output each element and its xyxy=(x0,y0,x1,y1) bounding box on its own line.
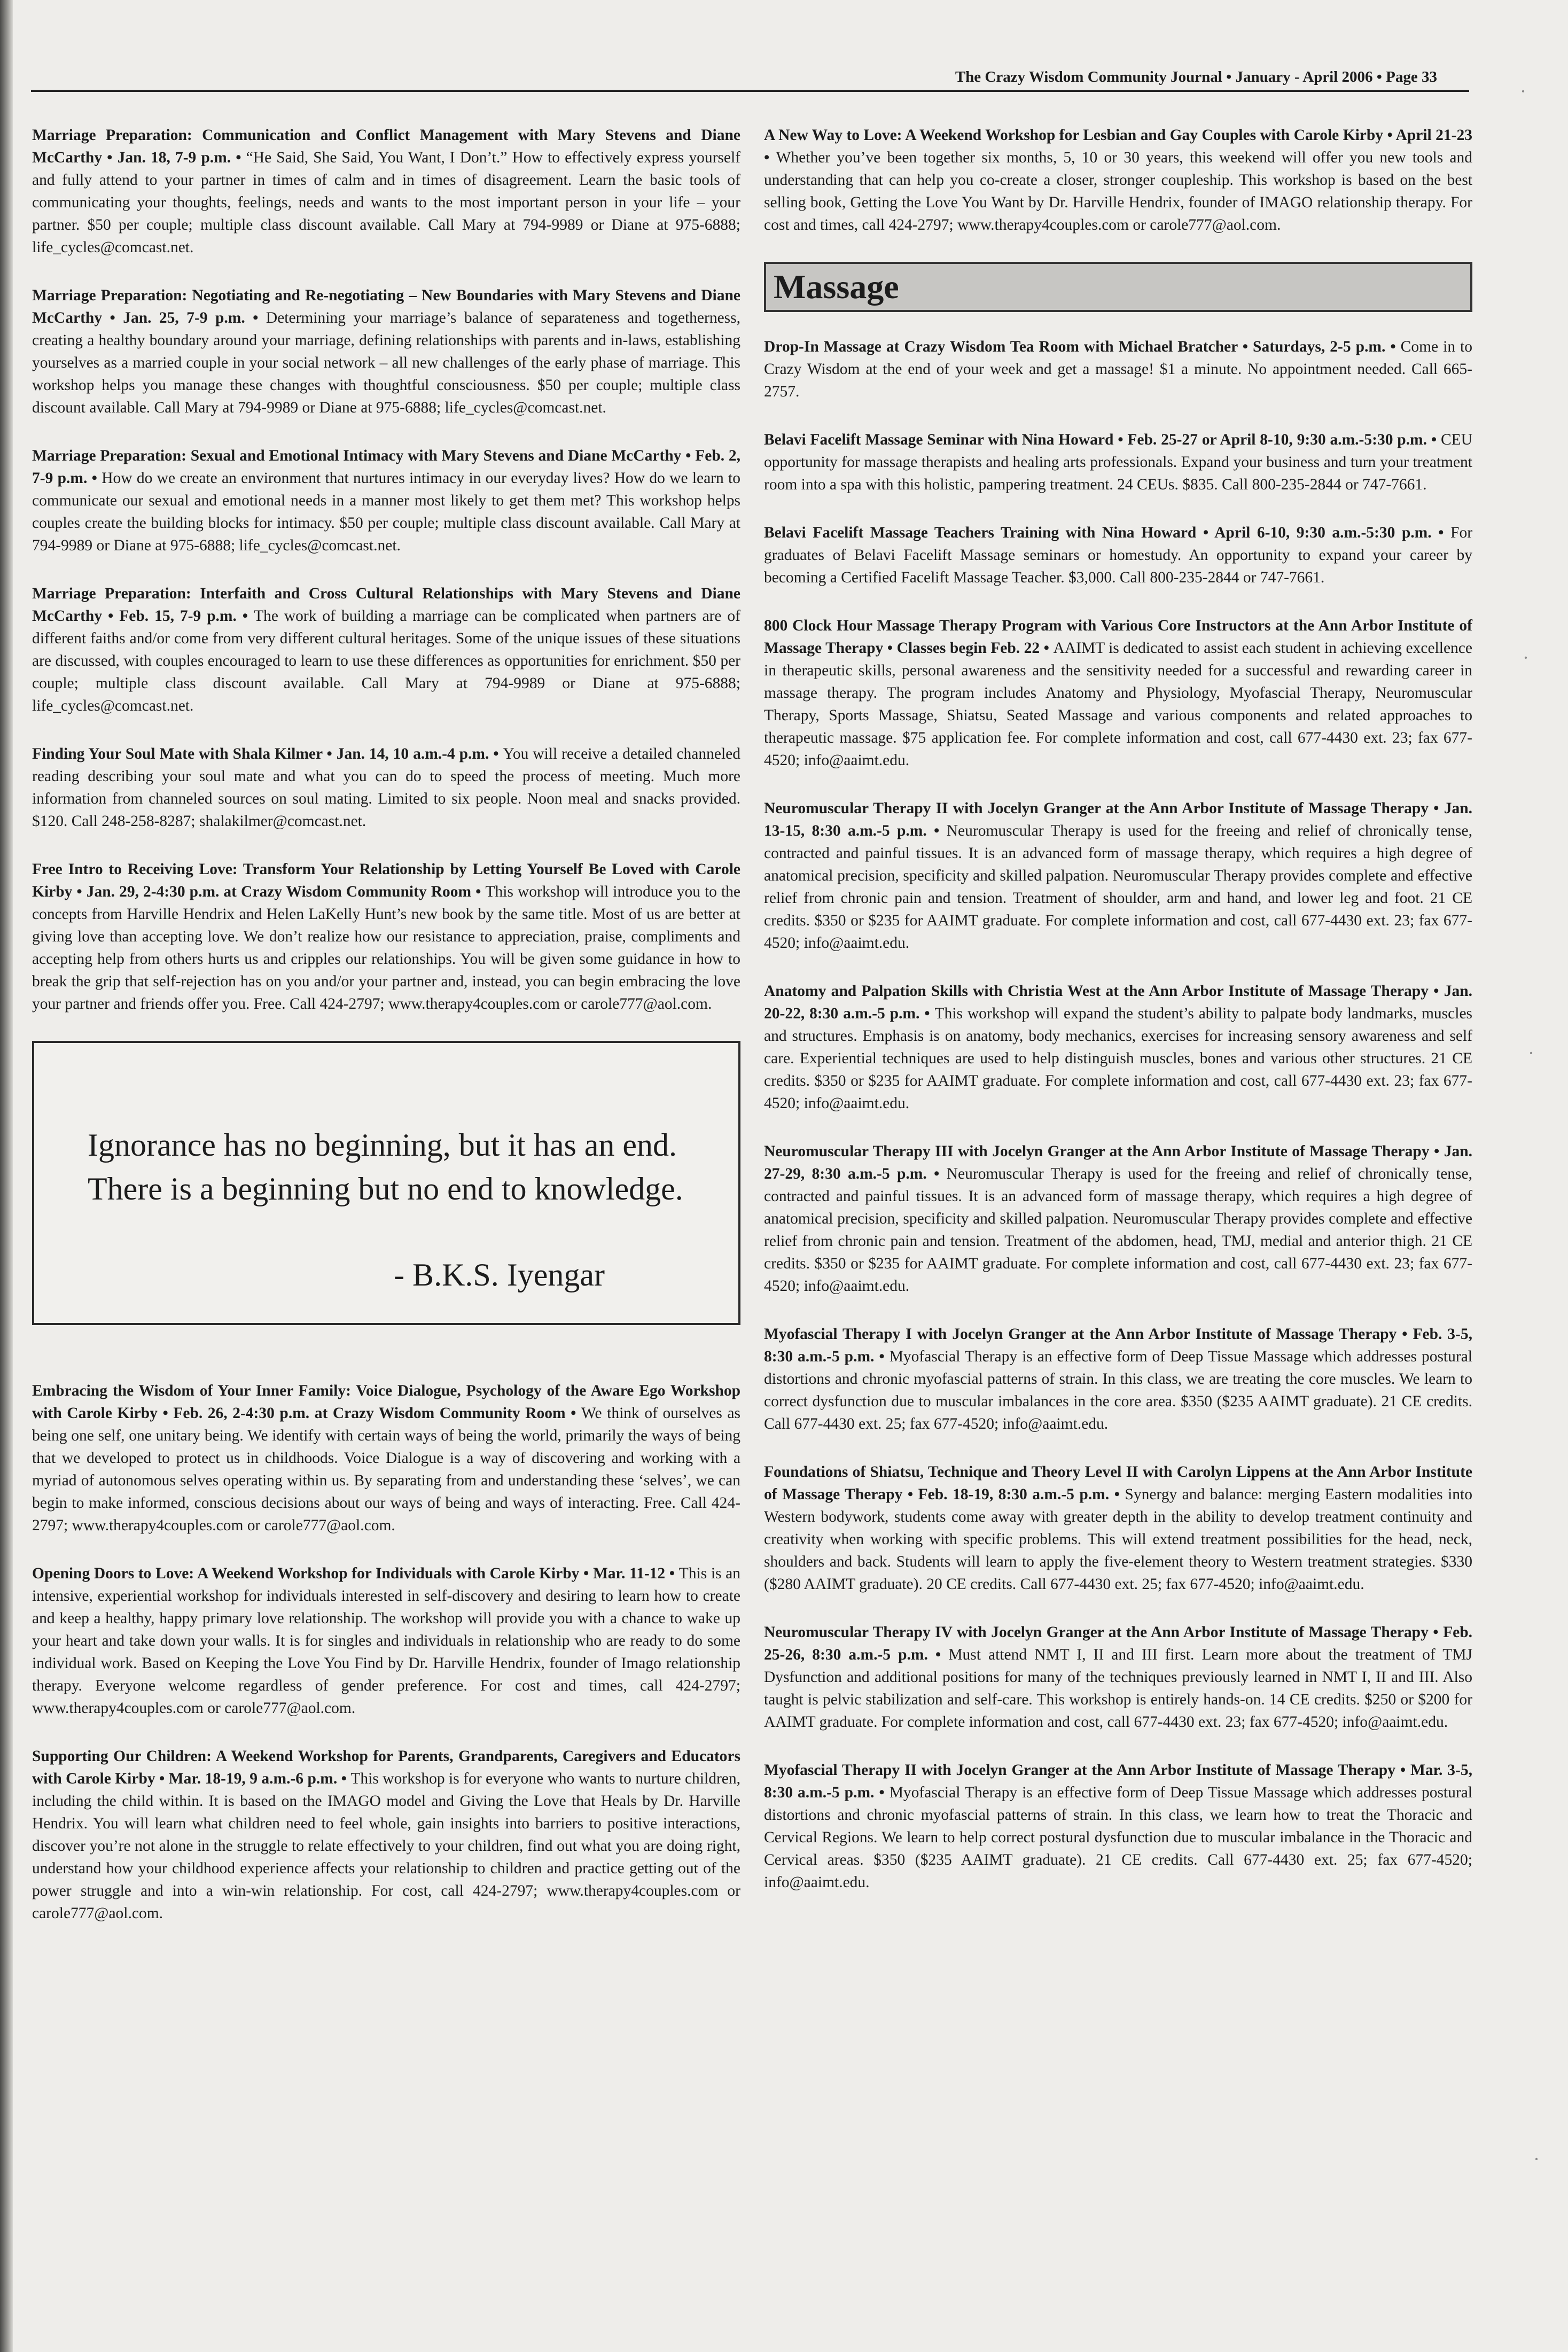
listing-bullet: • xyxy=(231,149,246,166)
left-entries-bottom xyxy=(32,1380,740,1925)
listing-title: Myofascial Therapy II with Jocelyn Granger at the Ann Arbor Institute of Massage Therapy • Mar. 3-5, 8:30 a.m.-5 p.m. xyxy=(764,1762,1472,1801)
listing-entry xyxy=(32,1745,740,1925)
listing-body: This workshop will introduce you to the concepts from Harville Hendrix and Helen LaKelly Hunt’s new book by the same title. Most of us are better at giving love than accepting love. We don’t realize how our resistance to appreciation, praise, compliments and accepting help from others hurts us and cripples our relationships. You will be given some guidance in how to break the grip that self-rejection has on you and/or your partner and, instead, you can begin embracing the love your partner and friends offer you. Free. Call 424-2797; www.therapy4couples.com or carole777@aol.com. xyxy=(32,883,741,1013)
listing-bullet: • xyxy=(926,822,947,839)
listing-title: Foundations of Shiatsu, Technique and Theory Level II with Carolyn Lippens at the Ann Arbor Institute of Massage Therapy • Feb. 18-19, 8:30 a.m.-5 p.m. xyxy=(764,1463,1472,1503)
listing-entry xyxy=(764,124,1472,236)
listing-title: Supporting Our Children: A Weekend Workshop for Parents, Grandparents, Caregivers and Educators with Carole Kirby • Mar. 18-19, 9 a.m.-6 p.m. xyxy=(32,1748,740,1787)
listing-title: Marriage Preparation: Communication and Conflict Management with Mary Stevens and Diane McCarthy • Jan. 18, 7-9 p.m. xyxy=(32,127,740,166)
listing-bullet: • xyxy=(471,883,486,900)
quote-text: Ignorance has no beginning, but it has an end. There is a beginning but no end to knowledge. xyxy=(88,1127,683,1206)
running-header: The Crazy Wisdom Community Journal • January - April 2006 • Page 33 xyxy=(955,68,1437,85)
listing-bullet: • xyxy=(565,1405,581,1422)
listing-body: Come in to Crazy Wisdom at the end of your week and get a massage! $1 a minute. No appointment needed. Call 665-2757. xyxy=(764,338,1473,400)
listing-bullet: • xyxy=(337,1770,351,1787)
listing-bullet: • xyxy=(1040,640,1054,657)
listing-body: This workshop is for everyone who wants to nurture children, including the child within. It is based on the IMAGO model and Giving the Love that Heals by Dr. Harville Hendrix. You will learn what children need to feel whole, gain insights into barriers to positive interactions, discover you’re not alone in the struggle to relate effectively to your children, find out what you are doing right, understand how your childhood experience affects your relationship to children and practice getting out of the power struggle and into a win-win relationship. For cost, call 424-2797; www.therapy4couples.com or carole777@aol.com. xyxy=(32,1770,740,1922)
listing-title: Free Intro to Receiving Love: Transform Your Relationship by Letting Yourself Be Loved with Carole Kirby • Jan. 29, 2-4:30 p.m. at Crazy Wisdom Community Room xyxy=(32,861,740,900)
listing-body: Neuromuscular Therapy is used for the freeing and relief of chronically tense, contracted and painful tissues. It is an advanced form of massage therapy, which requires a high degree of anatomical precision, specificity and skilled palpation. Neuromuscular Therapy provides complete and effective relief from chronic pain and tension. Treatment of the abdomen, head, TMJ, medial and anterior thigh. 21 CE credits. $350 or $235 for AAIMT graduate. For complete information and cost, call 677-4430 ext. 23; fax 677-4520; info@aaimt.edu. xyxy=(764,1165,1472,1295)
listing-body: The work of building a marriage can be complicated when partners are of different faiths and/or come from very different cultural heritages. Some of the unique issues of these situations are discussed, with couples encouraged to learn to use these differences as opportunities for enrichment. $50 per couple; multiple class discount available. Call Mary at 794-9989 or Diane at 975-6888; life_cycles@comcast.net. xyxy=(32,608,741,714)
scan-mark: · xyxy=(1520,81,1526,102)
listing-entry xyxy=(32,284,740,419)
listing-title: Myofascial Therapy I with Jocelyn Granger at the Ann Arbor Institute of Massage Therapy • Feb. 3-5, 8:30 a.m.-5 p.m. xyxy=(764,1326,1472,1365)
listing-body: Determining your marriage’s balance of separateness and togetherness, creating a healthy boundary around your marriage, defining relationships with parents and in-laws, establishing yourselves as a married couple in your social network – all new challenges of the early phase of marriage. This workshop helps you manage these changes with thoughtful consciousness. $50 per couple; multiple class discount available. Call Mary at 794-9989 or Diane at 975-6888; life_cycles@comcast.net. xyxy=(32,309,741,416)
listing-title: Belavi Facelift Massage Seminar with Nina Howard • Feb. 25-27 or April 8-10, 9:30 a.m.-5:30 p.m. xyxy=(764,431,1427,448)
quote-box xyxy=(32,1041,740,1325)
section-title: Massage xyxy=(774,268,899,306)
listing-title: 800 Clock Hour Massage Therapy Program with Various Core Instructors at the Ann Arbor Institute of Massage Therapy • Classes begin Feb. 22 xyxy=(764,617,1472,657)
listing-entry xyxy=(764,1140,1472,1297)
listing-entry xyxy=(764,1621,1472,1733)
listing-bullet: • xyxy=(1431,524,1451,541)
listing-body: Myofascial Therapy is an effective form of Deep Tissue Massage which addresses postural distortions and chronic myofascial patterns of strain. In this class, we learn how to treat the Thoracic and Cervical Regions. We learn to help correct postural dysfunction due to muscular imbalance in the Thoracic and Cervical areas. $350 ($235 AAIMT graduate). 21 CE credits. Call 677-4430 ext. 25; fax 677-4520; info@aaimt.edu. xyxy=(764,1784,1472,1891)
listing-entry xyxy=(764,1461,1472,1595)
listing-body: You will receive a detailed channeled reading describing your soul mate and what you can do to speed the process of meeting. Much more information from channeled sources on soul mating. Limited to six people. Noon meal and snacks provided. $120. Call 248-258-8287; shalakilmer@comcast.net. xyxy=(32,745,741,830)
listing-bullet: • xyxy=(245,309,266,326)
massage-listings xyxy=(764,336,1472,1894)
listing-entry xyxy=(764,521,1472,589)
listing-entry xyxy=(764,1323,1472,1435)
listing-bullet: • xyxy=(1385,338,1401,355)
listing-bullet: • xyxy=(874,1348,890,1365)
listing-entry xyxy=(32,124,740,259)
listing-title: Marriage Preparation: Interfaith and Cross Cultural Relationships with Mary Stevens and Diane McCarthy • Feb. 15, 7-9 p.m. xyxy=(32,585,740,625)
listing-entry xyxy=(764,429,1472,496)
listing-entry xyxy=(32,858,740,1015)
listing-bullet: • xyxy=(919,1005,935,1022)
scan-mark: · xyxy=(1523,647,1529,668)
listing-title: Finding Your Soul Mate with Shala Kilmer • Jan. 14, 10 a.m.-4 p.m. xyxy=(32,745,489,762)
listing-entry xyxy=(764,336,1472,403)
left-entries-top xyxy=(32,124,740,1015)
listing-body: We think of ourselves as being one self, one unitary being. We identify with certain ways of being the world, primarily the ways of being that we developed to protect us in childhoods. Voice Dialogue is a way of discovering and working with a myriad of autonomous selves operating within us. By separating from and understanding these ‘selves’, we can begin to make informed, conscious decisions about our ways of being and ways of interacting. Free. Call 424-2797; www.therapy4couples.com or carole777@aol.com. xyxy=(32,1405,740,1534)
listing-title: Embracing the Wisdom of Your Inner Family: Voice Dialogue, Psychology of the Aware Ego Workshop with Carole Kirby • Feb. 26, 2-4:30 p.m. at Crazy Wisdom Community Room xyxy=(32,1382,740,1422)
right-column xyxy=(764,124,1472,1919)
listing-title: Anatomy and Palpation Skills with Christia West at the Ann Arbor Institute of Massage Therapy • Jan. 20-22, 8:30 a.m.-5 p.m. xyxy=(764,983,1472,1022)
scan-mark: · xyxy=(1528,1042,1534,1064)
listing-body: “He Said, She Said, You Want, I Don’t.” How to effectively express yourself and fully attend to your partner in times of calm and in times of disagreement. Learn the basic tools of communicating your thoughts, feelings, needs and wants to the most important person in your life – your partner. $50 per couple; multiple class discount available. Call Mary at 794-9989 or Diane at 975-6888; life_cycles@comcast.net. xyxy=(32,149,741,256)
scan-mark: · xyxy=(1533,2148,1540,2170)
listing-bullet: • xyxy=(764,149,776,166)
listing-bullet: • xyxy=(927,1646,949,1663)
listing-title: Belavi Facelift Massage Teachers Training with Nina Howard • April 6-10, 9:30 a.m.-5:30 p.m. xyxy=(764,524,1432,541)
listing-title: Neuromuscular Therapy II with Jocelyn Granger at the Ann Arbor Institute of Massage Therapy • Jan. 13-15, 8:30 a.m.-5 p.m. xyxy=(764,800,1472,839)
listing-title: Marriage Preparation: Sexual and Emotional Intimacy with Mary Stevens and Diane McCarthy • Feb. 2, 7-9 p.m. xyxy=(32,447,740,487)
section-heading-box xyxy=(764,262,1472,312)
listing-bullet: • xyxy=(87,470,102,487)
listing-body: For graduates of Belavi Facelift Massage seminars or homestudy. An opportunity to expand your career by becoming a Certified Facelift Massage Teacher. $3,000. Call 800-235-2844 or 747-7661. xyxy=(764,524,1473,586)
listing-entry xyxy=(32,582,740,717)
page-header xyxy=(31,68,1469,92)
listing-title: Neuromuscular Therapy IV with Jocelyn Granger at the Ann Arbor Institute of Massage Therapy • Feb. 25-26, 8:30 a.m.-5 p.m. xyxy=(764,1624,1472,1663)
listing-entry xyxy=(764,797,1472,954)
listing-entry xyxy=(764,980,1472,1115)
listing-body: CEU opportunity for massage therapists and healing arts professionals. Expand your business and turn your treatment room into a spa with this holistic, pampering treatment. 24 CEUs. $835. Call 800-235-2844 or 747-7661. xyxy=(764,431,1472,493)
listing-entry xyxy=(764,614,1472,772)
listing-entry xyxy=(32,1562,740,1719)
listing-entry xyxy=(32,743,740,832)
left-column xyxy=(32,124,740,1950)
listing-body: Synergy and balance: merging Eastern modalities into Western bodywork, students come away with greater depth in the ability to develop treatment continuity and creativity when working with specific problems. This will extend treatment possibilities for the head, neck, shoulders and back. Students will learn to apply the five-element theory to Western treatment strategies. $330 ($280 AAIMT graduate). 20 CE credits. Call 677-4430 ext. 25; fax 677-4520; info@aaimt.edu. xyxy=(764,1486,1472,1593)
binding-edge xyxy=(0,0,13,2352)
listing-bullet: • xyxy=(665,1565,679,1582)
listing-body: Myofascial Therapy is an effective form of Deep Tissue Massage which addresses postural distortions and chronic myofascial patterns of strain. In this class, we are treating the core muscles. We learn to correct dysfunction due to muscular imbalances in the core area. $350 ($235 AAIMT graduate). 21 CE credits. Call 677-4430 ext. 25; fax 677-4520; info@aaimt.edu. xyxy=(764,1348,1472,1432)
listing-body: Neuromuscular Therapy is used for the freeing and relief of chronically tense, contracted and painful tissues. It is an advanced form of massage therapy, which requires a high degree of anatomical precision, specificity and skilled palpation. Neuromuscular Therapy provides complete and effective relief from chronic pain and tension. Treatment of shoulder, arm and hand, and lower leg and foot. 21 CE credits. $350 or $235 for AAIMT graduate. For complete information and cost, call 677-4430 ext. 23; fax 677-4520; info@aaimt.edu. xyxy=(764,822,1472,952)
listing-title: Drop-In Massage at Crazy Wisdom Tea Room with Michael Bratcher • Saturdays, 2-5 p.m. xyxy=(764,338,1386,355)
listing-body: AAIMT is dedicated to assist each student in achieving excellence in therapeutic skills, personal awareness and the sensitivity needed for a successful and rewarding career in massage therapy. The program includes Anatomy and Physiology, Myofascial Therapy, Neuromuscular Therapy, Sports Massage, Shiatsu, Seated Massage and various components and related approaches to therapeutic massage. $75 application fee. For complete information and cost, call 677-4430 ext. 23; fax 677-4520; info@aaimt.edu. xyxy=(764,640,1472,769)
listing-body: Whether you’ve been together six months, 5, 10 or 30 years, this weekend will offer you new tools and understanding that can help you co-create a closer, stronger coupleship. This workshop is based on the best selling book, Getting the Love You Want by Dr. Harville Hendrix, founder of IMAGO relationship therapy. For cost and times, call 424-2797; www.therapy4couples.com or carole777@aol.com. xyxy=(764,149,1472,233)
listing-entry xyxy=(32,1380,740,1537)
listing-body: Must attend NMT I, II and III first. Learn more about the treatment of TMJ Dysfunction and additional positions for many of the techniques previously learned in NMT I, II and III. Also taught is pelvic stabilization and self-care. This workshop is entirely hands-on. 14 CE credits. $250 or $200 for AAIMT graduate. For complete information and cost, call 677-4430 ext. 23; fax 677-4520; info@aaimt.edu. xyxy=(764,1646,1472,1731)
listing-entry xyxy=(764,1759,1472,1894)
listing-body: How do we create an environment that nurtures intimacy in our everyday lives? How do we learn to communicate our sexual and emotional needs in a manner most likely to get them met? This workshop helps couples create the building blocks for intimacy. $50 per couple; multiple class discount available. Call Mary at 794-9989 or Diane at 975-6888; life_cycles@comcast.net. xyxy=(32,470,741,554)
listing-bullet: • xyxy=(874,1784,890,1801)
right-entries-top xyxy=(764,124,1472,236)
listing-bullet: • xyxy=(489,745,503,762)
listing-bullet: • xyxy=(1427,431,1441,448)
quote-author: - B.K.S. Iyengar xyxy=(394,1257,605,1292)
listing-title: Opening Doors to Love: A Weekend Workshop for Individuals with Carole Kirby • Mar. 11-12 xyxy=(32,1565,666,1582)
listing-entry xyxy=(32,445,740,557)
listing-bullet: • xyxy=(926,1165,947,1182)
listing-title: Marriage Preparation: Negotiating and Re-negotiating – New Boundaries with Mary Stevens and Diane McCarthy • Jan. 25, 7-9 p.m. xyxy=(32,287,740,326)
listing-bullet: • xyxy=(236,608,254,625)
listing-title: Neuromuscular Therapy III with Jocelyn Granger at the Ann Arbor Institute of Massage Therapy • Jan. 27-29, 8:30 a.m.-5 p.m. xyxy=(764,1143,1472,1182)
listing-body: This is an intensive, experiential workshop for individuals interested in self-discovery and desiring to learn how to create and keep a healthy, happy primary love relationship. The workshop will provide you with a chance to wake up your heart and take down your walls. It is for singles and individuals in relationship who are ready to do some individual work. Based on Keeping the Love You Find by Dr. Harville Hendrix, founder of Imago relationship therapy. Everyone welcome regardless of gender preference. For cost and times, call 424-2797; www.therapy4couples.com or carole777@aol.com. xyxy=(32,1565,741,1717)
listing-bullet: • xyxy=(1109,1486,1125,1503)
listing-title: A New Way to Love: A Weekend Workshop for Lesbian and Gay Couples with Carole Kirby • April 21-23 xyxy=(764,127,1472,144)
listing-body: This workshop will expand the student’s ability to palpate body landmarks, muscles and structures. Emphasis is on anatomy, body mechanics, exercises for increasing sensory awareness and self care. Experiential techniques are used to help distinguish muscles, bones and various other structures. 21 CE credits. $350 or $235 for AAIMT graduate. For complete information and cost, call 677-4430 ext. 23; fax 677-4520; info@aaimt.edu. xyxy=(764,1005,1473,1112)
